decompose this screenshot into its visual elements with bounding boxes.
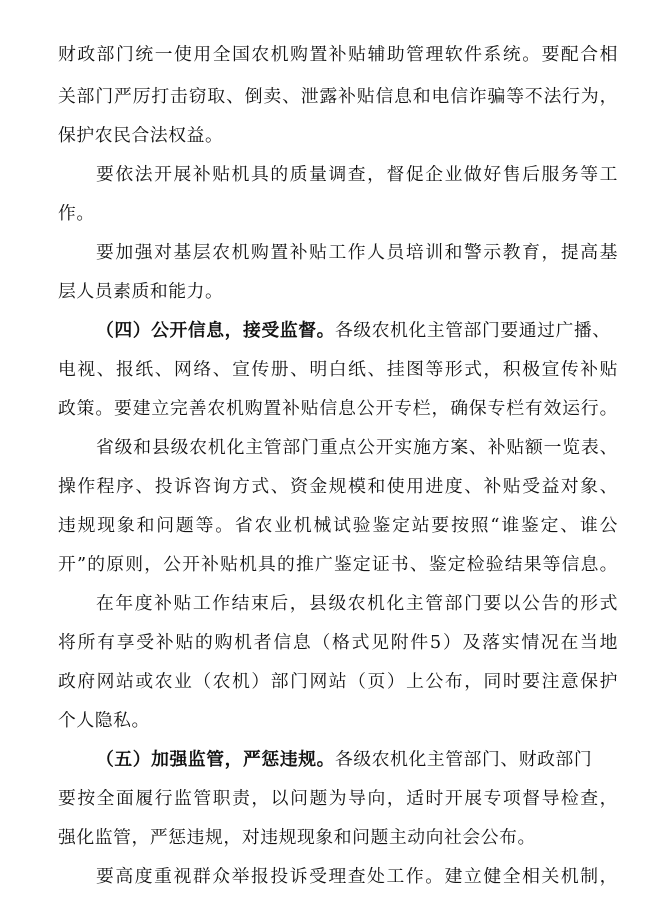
section-five-lead-text: 各级农机化主管部门、财政部门 — [334, 749, 593, 770]
text-line: 政府网站或农业（农机）部门网站（页）上公布，同时要注意保护 — [58, 671, 618, 692]
text-line: 违规现象和问题等。省农业机械试验鉴定站要按照“谁鉴定、谁公 — [58, 515, 618, 536]
text-line: 财政部门统一使用全国农机购置补贴辅助管理软件系统。要配合相 — [58, 44, 618, 65]
section-five-line — [96, 743, 618, 777]
section-four-line — [96, 314, 618, 348]
section-heading-four: （四）公开信息，接受监督。 — [96, 320, 335, 341]
text-line: 关部门严厉打击窃取、倒卖、泄露补贴信息和电信诈骗等不法行为， — [58, 86, 618, 107]
section-four-lead-text: 各级农机化主管部门要通过广播、 — [334, 320, 611, 341]
text-line: 开”的原则，公开补贴机具的推广鉴定证书、鉴定检验结果等信息。 — [58, 554, 618, 575]
section-heading-five: （五）加强监管，严惩违规。 — [96, 749, 335, 770]
text-line: 政策。要建立完善农机购置补贴信息公开专栏，确保专栏有效运行。 — [58, 398, 618, 419]
text-line: 省级和县级农机化主管部门重点公开实施方案、补贴额一览表、 — [96, 437, 618, 458]
text-line: 要按全面履行监管职责，以问题为导向，适时开展专项督导检查， — [58, 788, 618, 809]
text-line: 将所有享受补贴的购机者信息（格式见附件5）及落实情况在当地 — [58, 632, 618, 653]
text-line: 保护农民合法权益。 — [58, 125, 224, 146]
text-line: 强化监管，严惩违规，对违规现象和问题主动向社会公布。 — [58, 827, 536, 848]
text-line: 层人员素质和能力。 — [58, 281, 224, 302]
text-line: 要依法开展补贴机具的质量调查，督促企业做好售后服务等工 — [96, 164, 618, 185]
text-line: 电视、报纸、网络、宣传册、明白纸、挂图等形式，积极宣传补贴 — [58, 359, 618, 380]
text-line: 作。 — [58, 203, 95, 224]
text-line: 个人隐私。 — [58, 710, 150, 731]
text-line: 要高度重视群众举报投诉受理查处工作。建立健全相关机制， — [96, 866, 618, 887]
text-line: 在年度补贴工作结束后，县级农机化主管部门要以公告的形式 — [96, 593, 618, 614]
text-line: 操作程序、投诉咨询方式、资金规模和使用进度、补贴受益对象、 — [58, 476, 618, 497]
text-line: 要加强对基层农机购置补贴工作人员培训和警示教育，提高基 — [96, 242, 618, 263]
